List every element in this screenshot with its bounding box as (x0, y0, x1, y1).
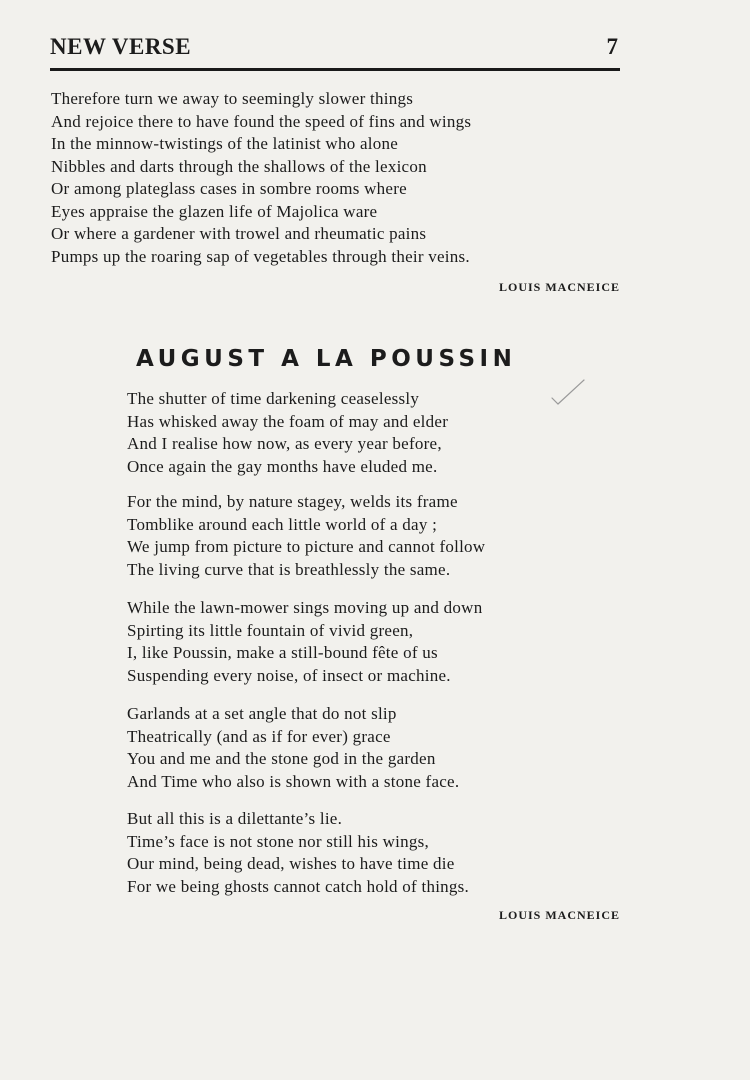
verse-line: We jump from picture to picture and cannot follow (127, 537, 486, 556)
page-header (50, 34, 620, 66)
header-rule (50, 68, 620, 71)
stanza-1 (127, 388, 448, 478)
verse-line: But all this is a dilettante’s lie. (127, 809, 343, 828)
stanza-2 (127, 491, 485, 581)
verse-line: In the minnow-twistings of the latinist who alone (51, 134, 399, 153)
verse-line: Eyes appraise the glazen life of Majolica ware (51, 201, 378, 221)
verse-line: Garlands at a set angle that do not slip (127, 704, 397, 723)
verse-line: You and me and the stone god in the garden (127, 749, 436, 768)
verse-line: Time’s face is not stone nor still his wings, (127, 831, 429, 851)
verse-line: Nibbles and darts through the shallows of the lexicon (51, 156, 427, 176)
verse-line: While the lawn-mower sings moving up and down (127, 598, 483, 617)
verse-line: And Time who also is shown with a stone face. (127, 771, 460, 791)
verse-line: Theatrically (and as if for ever) grace (127, 726, 391, 746)
verse-line: Suspending every noise, of insect or machine. (127, 665, 451, 685)
author-attribution: LOUIS MACNEICE (498, 908, 620, 922)
verse-line: For the mind, by nature stagey, welds its frame (127, 492, 458, 511)
verse-line: The shutter of time darkening ceaselessly (127, 389, 420, 408)
verse-line: Tomblike around each little world of a day ; (127, 514, 438, 534)
verse-line: Therefore turn we away to seemingly slower things (51, 89, 414, 108)
verse-line: Or among plateglass cases in sombre rooms where (51, 179, 407, 198)
verse-line: Has whisked away the foam of may and elder (127, 411, 449, 431)
verse-line: And I realise how now, as every year before, (127, 434, 442, 453)
author-attribution: LOUIS MACNEICE (498, 280, 620, 294)
verse-line: I, like Poussin, make a still-bound fête of us (127, 643, 438, 662)
first-poem-ending (51, 88, 471, 268)
verse-line: And rejoice there to have found the speed of fins and wings (51, 111, 472, 131)
verse-line: Or where a gardener with trowel and rheumatic pains (51, 224, 427, 243)
verse-line: Spirting its little fountain of vivid green, (127, 620, 414, 640)
stanza-4 (127, 703, 459, 793)
verse-line: The living curve that is breathlessly the same. (127, 559, 451, 579)
poem-title: AUGUST A LA POUSSIN (136, 346, 517, 372)
stanza-5 (127, 808, 469, 898)
check-mark-icon (550, 376, 586, 406)
verse-line: For we being ghosts cannot catch hold of things. (127, 876, 470, 896)
page-number: 7 (606, 34, 618, 59)
stanza-3 (127, 597, 482, 687)
verse-line: Once again the gay months have eluded me. (127, 456, 438, 476)
verse-line: Our mind, being dead, wishes to have time die (127, 854, 455, 873)
verse-line: Pumps up the roaring sap of vegetables through their veins. (51, 246, 470, 266)
running-head: NEW VERSE (50, 34, 192, 59)
